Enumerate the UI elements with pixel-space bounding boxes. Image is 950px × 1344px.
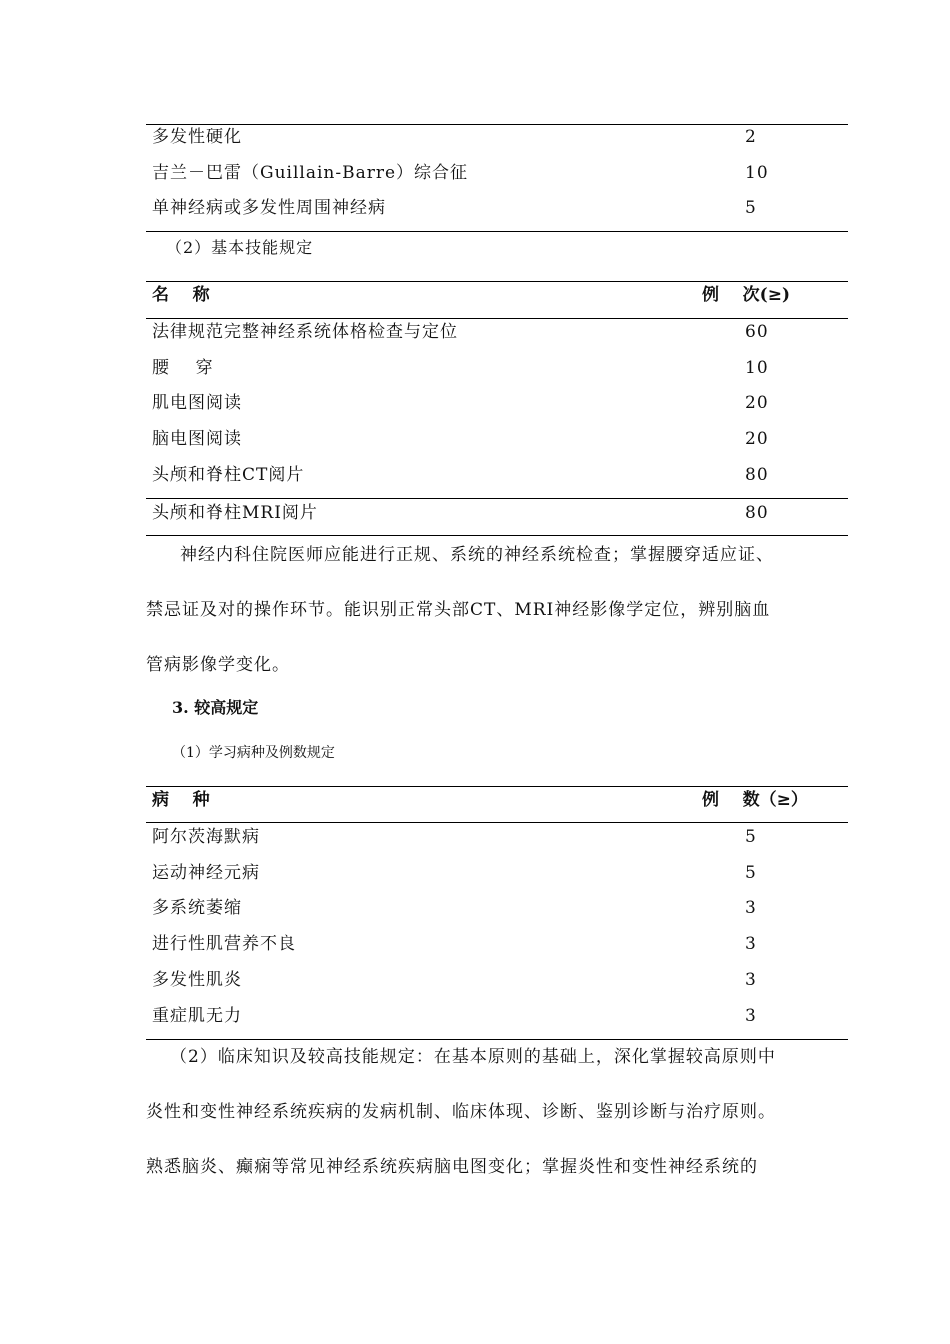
table-row (152, 890, 848, 926)
section-heading: 3. 较高规定 (172, 698, 259, 717)
table3-bottom-rule (146, 1039, 848, 1040)
table-row (152, 190, 848, 226)
skill-name: 头颅和脊柱CT阅片 (152, 465, 305, 485)
header-name: 病 种 (152, 790, 210, 810)
skill-name: 腰 穿 (152, 358, 214, 378)
paragraph-line: 神经内科住院医师应能进行正规、系统的神经系统检查；掌握腰穿适应证、 (180, 545, 774, 565)
table-header (152, 782, 848, 818)
table-row (152, 926, 848, 962)
skill-name: 头颅和脊柱MRI阅片 (152, 503, 318, 523)
case-count: 80 (745, 503, 769, 523)
table-row (152, 819, 848, 855)
case-count: 20 (745, 393, 769, 413)
disease-name: 重症肌无力 (152, 1006, 242, 1026)
case-count: 60 (745, 322, 769, 342)
paragraph-line: 熟悉脑炎、癫痫等常见神经系统疾病脑电图变化；掌握炎性和变性神经系统的 (146, 1157, 758, 1177)
header-count: 例 次(≥) (702, 285, 791, 305)
table-row (152, 155, 848, 191)
disease-name: 阿尔茨海默病 (152, 827, 260, 847)
header-count: 例 数（≥） (702, 790, 808, 810)
table-row (152, 998, 848, 1034)
table-row (152, 385, 848, 421)
table2-bottom-rule (146, 535, 848, 536)
table-row (152, 855, 848, 891)
table-row (152, 962, 848, 998)
table-row (152, 457, 848, 493)
paragraph-line: 炎性和变性神经系统疾病的发病机制、临床体现、诊断、鉴别诊断与治疗原则。 (146, 1102, 776, 1122)
disease-name: 多系统萎缩 (152, 898, 242, 918)
case-count: 80 (745, 465, 769, 485)
paragraph-line: 禁忌证及对的操作环节。能识别正常头部CT、MRI神经影像学定位，辨别脑血 (146, 600, 771, 620)
table-row (152, 314, 848, 350)
table1-bottom-rule (146, 231, 848, 232)
table-header (152, 277, 848, 313)
case-count: 5 (745, 827, 757, 847)
case-count: 20 (745, 429, 769, 449)
disease-name: 运动神经元病 (152, 863, 260, 883)
case-count: 3 (745, 1006, 757, 1026)
table-row (152, 421, 848, 457)
disease-name: 多发性硬化 (152, 127, 242, 147)
disease-name: 吉兰－巴雷（Guillain-Barre）综合征 (152, 163, 469, 183)
case-count: 5 (745, 863, 757, 883)
skill-name: 肌电图阅读 (152, 393, 242, 413)
disease-name: 多发性肌炎 (152, 970, 242, 990)
table-row (152, 495, 848, 531)
table-row (152, 119, 848, 155)
case-count: 10 (745, 358, 769, 378)
case-count: 3 (745, 898, 757, 918)
case-count: 10 (745, 163, 769, 183)
disease-name: 进行性肌营养不良 (152, 934, 296, 954)
paragraph-line: （2）临床知识及较高技能规定：在基本原则的基础上，深化掌握较高原则中 (170, 1047, 776, 1067)
section-subheading: （1）学习病种及例数规定 (172, 745, 335, 761)
basic-skills-caption: （2）基本技能规定 (166, 238, 314, 257)
case-count: 3 (745, 970, 757, 990)
disease-name: 单神经病或多发性周围神经病 (152, 198, 386, 218)
case-count: 2 (745, 127, 757, 147)
header-name: 名 称 (152, 285, 210, 305)
skill-name: 脑电图阅读 (152, 429, 242, 449)
case-count: 3 (745, 934, 757, 954)
paragraph-line: 管病影像学变化。 (146, 655, 290, 675)
skill-name: 法律规范完整神经系统体格检查与定位 (152, 322, 458, 342)
case-count: 5 (745, 198, 757, 218)
table-row (152, 350, 848, 386)
